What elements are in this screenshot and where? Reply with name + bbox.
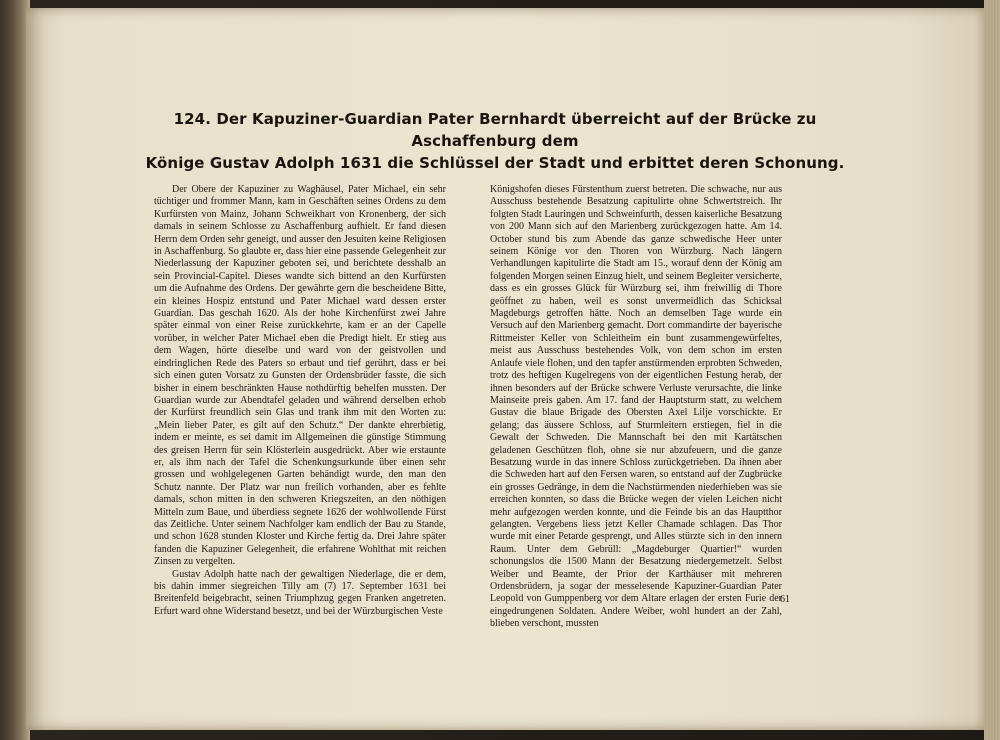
left-paragraph-2: Gustav Adolph hatte nach der gewaltigen Niederlage, die er dem, bis dahin immer siegreichen Tilly am (7) 17. September 1631 bei Breitenfeld beigebracht, seinen Triumphzug gegen Franken angetreten. Erfurt ward ohne Widerstand besetzt, und bei der Würzburgischen Veste xyxy=(154,568,446,617)
chapter-title xyxy=(145,108,845,174)
page-number: 61 xyxy=(780,594,790,605)
page-stack-edge xyxy=(984,0,1000,740)
chapter-title-line-1: 124. Der Kapuziner-Guardian Pater Bernhardt überreicht auf der Brücke zu Aschaffenburg dem xyxy=(173,110,817,150)
left-text-column xyxy=(154,184,446,618)
chapter-title-line-2: Könige Gustav Adolph 1631 die Schlüssel der Stadt und erbittet deren Schonung. xyxy=(145,154,845,172)
right-paragraph-1: Königshofen dieses Fürstenthum zuerst betreten. Die schwache, nur aus Ausschuss bestehende Besatzung capitulirte ohne Schwertstreich. Ihr folgten Stadt Lauringen und Schweinfurth, dessen kaiserliche Besatzung von 200 Mann sich auf den Marienberg zurückgezogen hatte. Am 14. October stund bis zum Abende das ganze schwedische Heer unter seinem Könige vor den Thoren von Würzburg. Nach längern Verhandlungen kapitulirte die Stadt am 15., worauf denn der König am folgenden Morgen seinen Einzug hielt, und seinem Begleiter versicherte, dass es ein grosses Glück für Würzburg sei, ihm freiwillig di Thore geöffnet zu haben, weil es sonst unvermeidlich das Schicksal Magdeburgs getroffen hätte. Noch an demselben Tage wurde ein Versuch auf den Marienberg gemacht. Dort commandirte der bayerische Rittmeister Keller von Schleitheim ein bunt zusammengewürfeltes, meist aus Ausschuss bestehendes Volk, von dem schon im ersten Anlaufe viele flohen, und den tapfer anstürmenden erprobten Schweden, trotz des heftigen Kugelregens von der eigentlichen Festung herab, der ihnen besonders auf der Brücke schwere Verluste verursachte, die linke Mainseite preis gaben. Am 17. fand der Hauptsturm statt, zu welchem Gustav die blaue Brigade des Obersten Axel Lilje vorschickte. Er gelang; das äussere Schloss, auf Sturmleitern erstiegen, fiel in die Gewalt der Schweden. Die Mannschaft bei den mit Kartätschen geladenen Geschützen floh, ohne sie nur abzufeuern, und die ganze Besatzung wurde in das innere Schloss zurückgetrieben. Da ihnen aber die Schweden hart auf den Fersen waren, so entstand auf der Zugbrücke ein grosses Gedränge, in dem die Nachstürmenden niederhieben was sie erreichen konnten, so dass die Brücke wegen der vielen Leichen nicht mehr aufgezogen werden konnte, und die Feinde bis an das Hauptthor gelangten. Vergebens liess jetzt Keller Chamade schlagen. Das Thor wurde mit einer Petarde gesprengt, und Alles stürzte sich in den innern Raum. Unter dem Gebrüll: „Magdeburger Quartier!“ wurden schonungslos die 1500 Mann der Besatzung niedergemetzelt. Selbst Weiber und Beamte, der Prior der Karthäuser mit mehreren Ordensbrüdern, ja sogar der messelesende Kapuziner-Guardian Pater Leopold von Gumppenberg vor dem Altare erlagen der ersten Furie der eingedrungenen Soldaten. Andere Weiber, wohl hundert an der Zahl, blieben verschont, mussten xyxy=(490,184,782,630)
right-text-column xyxy=(490,184,782,631)
left-paragraph-1: Der Obere der Kapuziner zu Waghäusel, Pater Michael, ein sehr tüchtiger und frommer Mann, kam in Geschäften seines Ordens zu dem Kurfürsten von Mainz, Johann Schweikhart von Kronenberg, der sich damals in seinem Schlosse zu Aschaffenburg aufhielt. Er fand diesen Herrn dem Orden sehr geneigt, und ausser den Jesuiten keine Religiosen in Aschaffenburg. So glaubte er, dass hier eine passende Gelegenheit zur Niederlassung der Kapuziner geboten sei, und berichtete desshalb an sein Provincial-Capitel. Dieses wandte sich bittend an den Kurfürsten um die Aufnahme des Ordens. Der gewährte gern die bescheidene Bitte, ein kleines Hospiz entstund und Pater Michael ward dessen erster Guardian. Das geschah 1620. Als der hohe Kirchenfürst zwei Jahre später einmal von einer Reise zurückkehrte, kam er an der Capelle vorüber, in welcher Pater Michael eben die Predigt hielt. Er stieg aus dem Wagen, hörte dieselbe und ward von der geistvollen und eindringlichen Rede des Paters so erbaut und tief gerührt, dass er bei sich einen guten Vorsatz zu Gunsten der Ordensbrüder fasste, die sich bisher in einem beschränkten Hause nothdürftig behelfen mussten. Der Guardian wurde zur Abendtafel geladen und während derselben erhob der Kurfürst freundlich sein Glas und trank ihm mit den Worten zu: „Mein lieber Pater, es gilt auf den Schutz.“ Der dankte ehrerbietig, indem er meinte, es sei damit im Allgemeinen die günstige Stimmung des greisen Herrn für sein Klösterlein ausgedrückt. Aber wie erstaunte er, als ihm nach der Tafel die Schenkungsurkunde über einen sehr grossen und wohlgelegenen Garten behändigt wurde, den man den Schutz nannte. Der Platz war nun freilich vorhanden, aber es fehlte damals, schon mitten in den schweren Kriegszeiten, an den nöthigen Mitteln zum Baue, und überdiess segnete 1626 der wohlwollende Fürst das Zeitliche. Unter seinem Nachfolger kam endlich der Bau zu Stande, und schon 1628 stunden Kloster und Kirche fertig da. Drei Jahre später fanden die Kapuziner Gelegenheit, die erfahrene Wohlthat mit reichen Zinsen zu vergelten. xyxy=(154,184,446,568)
